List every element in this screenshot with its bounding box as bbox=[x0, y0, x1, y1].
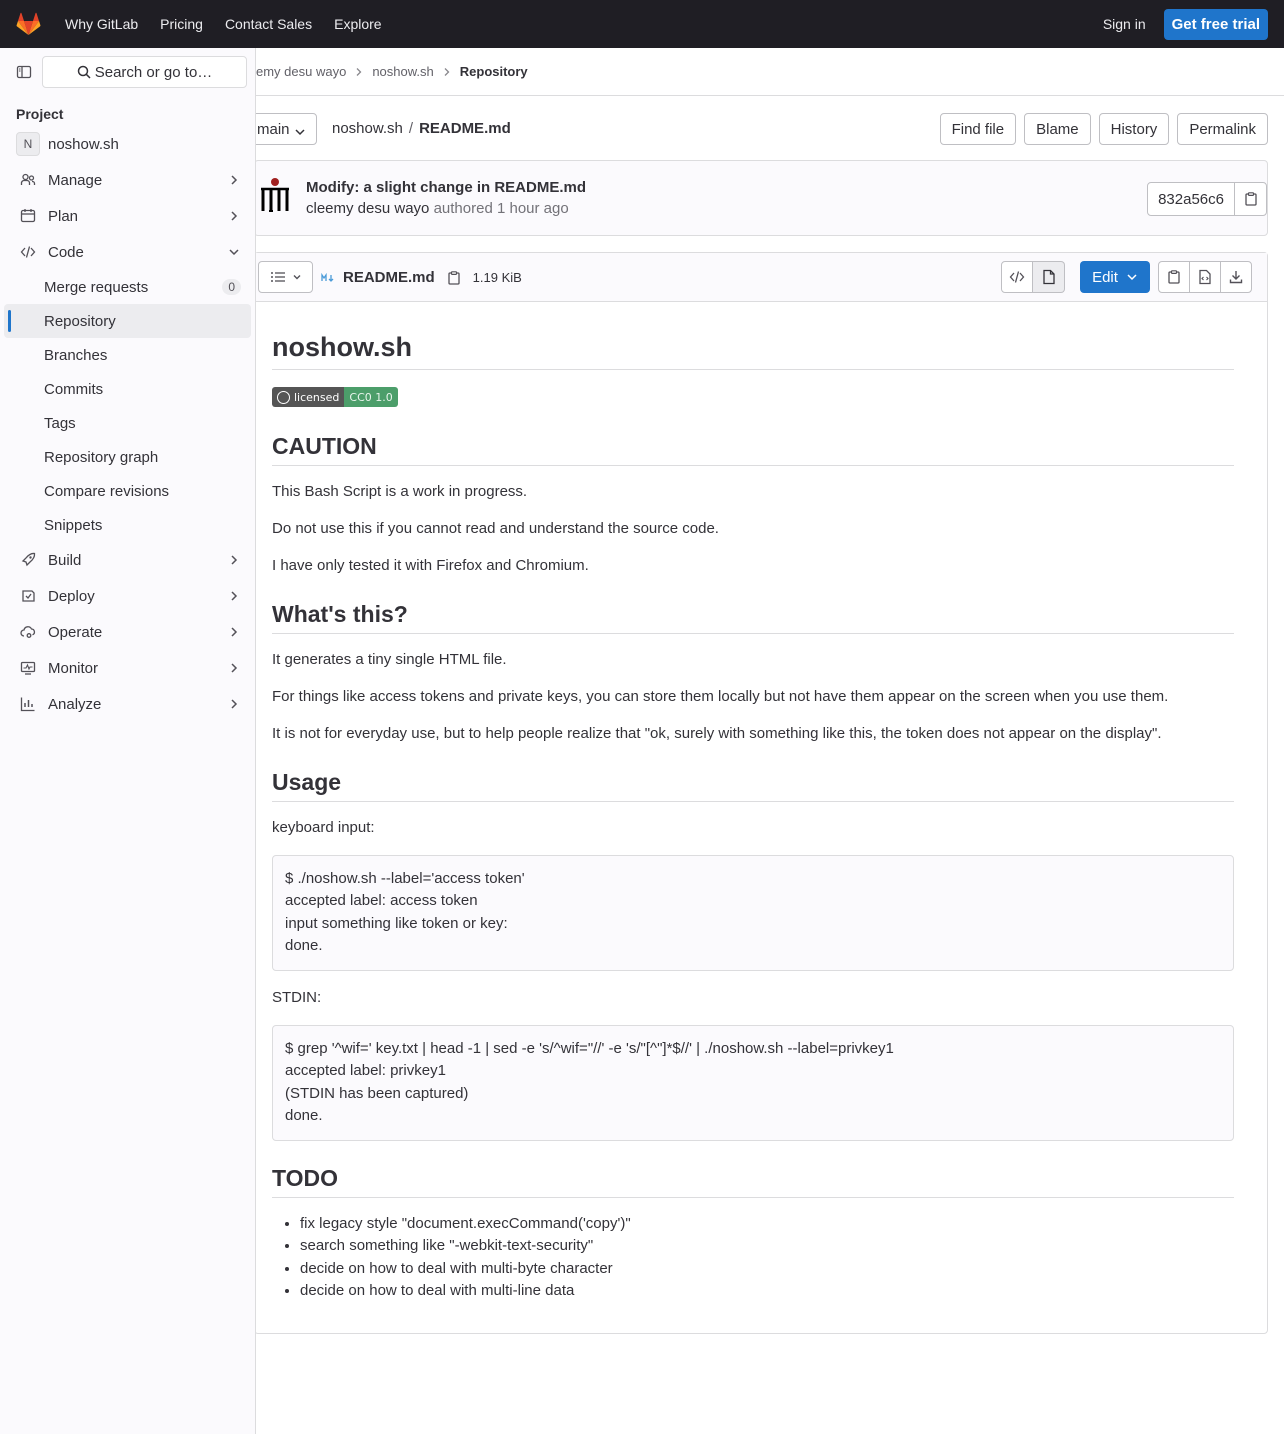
todo-list bbox=[272, 1213, 1234, 1303]
breadcrumb-repository[interactable]: Repository bbox=[459, 64, 528, 79]
commit-message[interactable]: Modify: a slight change in README.md bbox=[306, 179, 587, 196]
rocket-icon bbox=[20, 552, 36, 568]
breadcrumb-owner[interactable]: emy desu wayo bbox=[256, 64, 347, 79]
whats-paragraph: For things like access tokens and private keys, you can store them locally but not have them appear on the screen when you use them. bbox=[272, 687, 1169, 705]
copy-icon bbox=[1244, 192, 1258, 206]
cc-zero-icon bbox=[277, 391, 290, 404]
view-rendered-button[interactable] bbox=[1033, 261, 1065, 293]
file-size: 1.19 KiB bbox=[472, 270, 522, 285]
caution-paragraph: Do not use this if you cannot read and understand the source code. bbox=[272, 519, 719, 537]
sidebar-item-tags[interactable] bbox=[4, 406, 251, 440]
badge-left: licensed bbox=[294, 390, 340, 404]
download-icon bbox=[1229, 270, 1243, 284]
permalink-button[interactable]: Permalink bbox=[1177, 113, 1268, 145]
code-icon bbox=[20, 244, 36, 260]
list-item: • decide on how to deal with multi-byte character bbox=[300, 1258, 1234, 1281]
path-file-name: README.md bbox=[419, 120, 511, 137]
breadcrumb bbox=[256, 48, 1284, 96]
document-icon bbox=[1042, 269, 1056, 285]
sidebar-label-manage: Manage bbox=[48, 171, 103, 189]
sidebar bbox=[0, 48, 256, 1434]
chevron-down-icon bbox=[292, 272, 302, 282]
sidebar-label-operate: Operate bbox=[48, 623, 103, 641]
heading-whats-this: What's this? bbox=[272, 601, 1234, 634]
chevron-right-icon bbox=[442, 67, 452, 77]
sidebar-item-analyze[interactable] bbox=[4, 686, 251, 722]
sidebar-item-monitor[interactable] bbox=[4, 650, 251, 686]
author-avatar[interactable] bbox=[259, 177, 291, 213]
file-header bbox=[256, 253, 1267, 302]
file-path bbox=[332, 120, 511, 137]
badge-right: CC0 1.0 bbox=[344, 387, 397, 407]
code-block-keyboard: $ ./noshow.sh --label='access token' accepted label: access token input something like token or key: done. bbox=[272, 855, 1234, 971]
heading-usage: Usage bbox=[272, 769, 1234, 802]
sidebar-label-deploy: Deploy bbox=[48, 587, 95, 605]
sidebar-label-plan: Plan bbox=[48, 207, 79, 225]
sidebar-label-code: Code bbox=[48, 243, 84, 261]
list-bulleted-icon bbox=[270, 270, 286, 284]
caution-paragraph: I have only tested it with Firefox and Chromium. bbox=[272, 556, 589, 574]
file-toolbar bbox=[256, 112, 1284, 146]
branch-selector[interactable] bbox=[256, 113, 317, 145]
sidebar-item-merge-requests[interactable] bbox=[4, 270, 251, 304]
sidebar-label-repository: Repository bbox=[44, 312, 116, 330]
sidebar-item-plan[interactable] bbox=[4, 198, 251, 234]
sidebar-item-repository[interactable] bbox=[4, 304, 251, 338]
sidebar-item-deploy[interactable] bbox=[4, 578, 251, 614]
chevron-down-icon bbox=[1126, 271, 1138, 283]
sidebar-item-code[interactable] bbox=[4, 234, 251, 270]
chevron-right-icon bbox=[227, 697, 241, 711]
find-file-button[interactable]: Find file bbox=[940, 113, 1017, 145]
copy-contents-button[interactable] bbox=[1158, 261, 1190, 293]
open-raw-button[interactable] bbox=[1189, 261, 1221, 293]
sidebar-section-project: Project bbox=[16, 106, 64, 122]
search-button[interactable] bbox=[42, 56, 247, 88]
nav-pricing[interactable]: Pricing bbox=[160, 16, 203, 32]
chevron-right-icon bbox=[354, 67, 364, 77]
view-source-button[interactable] bbox=[1001, 261, 1033, 293]
edit-dropdown-button[interactable] bbox=[1080, 261, 1150, 293]
free-trial-button[interactable]: Get free trial bbox=[1164, 9, 1268, 40]
code-block-stdin: $ grep '^wif=' key.txt | head -1 | sed -e 's/^wif="//' -e 's/"[^"]*$//' | ./noshow.sh --label=privkey1 accepted label: privkey1 (STDIN has been captured) done. bbox=[272, 1025, 1234, 1141]
rendered-readme bbox=[272, 302, 1234, 1303]
list-item: • decide on how to deal with multi-line data bbox=[300, 1280, 1234, 1303]
project-name: noshow.sh bbox=[48, 135, 119, 153]
whats-paragraph: It is not for everyday use, but to help people realize that "ok, surely with something like this, the token does not appear on the display". bbox=[272, 724, 1162, 742]
sidebar-label-analyze: Analyze bbox=[48, 695, 102, 713]
last-commit-panel bbox=[256, 160, 1268, 236]
nav-why-gitlab[interactable]: Why GitLab bbox=[65, 16, 139, 32]
chart-icon bbox=[20, 696, 36, 712]
chevron-down-icon bbox=[294, 126, 306, 138]
edit-label: Edit bbox=[1092, 268, 1118, 286]
sidebar-item-operate[interactable] bbox=[4, 614, 251, 650]
sidebar-item-repository-graph[interactable] bbox=[4, 440, 251, 474]
commit-sha[interactable]: 832a56c6 bbox=[1147, 182, 1235, 216]
main-content bbox=[256, 48, 1284, 1434]
history-button[interactable]: History bbox=[1099, 113, 1170, 145]
chevron-right-icon bbox=[227, 173, 241, 187]
top-navbar bbox=[0, 0, 1284, 48]
sidebar-project-link[interactable] bbox=[4, 126, 251, 162]
sidebar-label-tags: Tags bbox=[44, 414, 76, 432]
commit-author[interactable]: cleemy desu wayo bbox=[306, 200, 430, 217]
chevron-right-icon bbox=[227, 209, 241, 223]
breadcrumb-project[interactable]: noshow.sh bbox=[372, 64, 434, 79]
nav-explore[interactable]: Explore bbox=[334, 16, 382, 32]
caution-paragraph: This Bash Script is a work in progress. bbox=[272, 482, 528, 500]
sidebar-toggle-icon[interactable] bbox=[12, 60, 36, 84]
stdin-label: STDIN: bbox=[272, 988, 322, 1006]
search-icon bbox=[77, 65, 91, 79]
list-item: • fix legacy style "document.execCommand('copy')" bbox=[300, 1213, 1234, 1236]
file-viewer bbox=[256, 252, 1268, 1334]
sidebar-item-commits[interactable] bbox=[4, 372, 251, 406]
file-name[interactable]: README.md bbox=[343, 269, 435, 286]
chevron-right-icon bbox=[227, 589, 241, 603]
sidebar-item-build[interactable] bbox=[4, 542, 251, 578]
sidebar-item-compare-revisions[interactable] bbox=[4, 474, 251, 508]
sidebar-item-manage[interactable] bbox=[4, 162, 251, 198]
merge-request-count-badge: 0 bbox=[222, 279, 241, 295]
gitlab-logo-icon[interactable] bbox=[0, 0, 56, 48]
download-button[interactable] bbox=[1220, 261, 1252, 293]
copy-sha-button[interactable] bbox=[1234, 182, 1267, 216]
sidebar-label-merge-requests: Merge requests bbox=[44, 278, 149, 296]
chevron-down-icon bbox=[227, 245, 241, 259]
heading-todo: TODO bbox=[272, 1165, 1234, 1198]
blame-button[interactable]: Blame bbox=[1024, 113, 1091, 145]
sidebar-item-snippets[interactable] bbox=[4, 508, 251, 542]
sidebar-label-build: Build bbox=[48, 551, 82, 569]
planning-icon bbox=[20, 208, 36, 224]
sidebar-label-branches: Branches bbox=[44, 346, 108, 364]
copy-icon bbox=[1167, 270, 1181, 284]
chevron-right-icon bbox=[227, 661, 241, 675]
users-icon bbox=[20, 172, 36, 188]
commit-authored-label: authored bbox=[433, 200, 493, 217]
deploy-icon bbox=[20, 588, 36, 604]
project-avatar: N bbox=[16, 132, 40, 156]
license-badge[interactable] bbox=[272, 387, 398, 407]
table-of-contents-button[interactable] bbox=[258, 261, 313, 293]
sidebar-label-monitor: Monitor bbox=[48, 659, 99, 677]
code-icon bbox=[1009, 269, 1025, 285]
nav-contact-sales[interactable]: Contact Sales bbox=[224, 16, 313, 32]
markdown-icon bbox=[321, 273, 335, 283]
readme-title: noshow.sh bbox=[272, 332, 1234, 370]
sidebar-label-compare-revisions: Compare revisions bbox=[44, 482, 170, 500]
sidebar-item-branches[interactable] bbox=[4, 338, 251, 372]
heading-caution: CAUTION bbox=[272, 433, 1234, 466]
sidebar-label-snippets: Snippets bbox=[44, 516, 103, 534]
chevron-right-icon bbox=[227, 625, 241, 639]
cloud-gear-icon bbox=[20, 624, 36, 640]
list-item: • search something like "-webkit-text-security" bbox=[300, 1235, 1234, 1258]
keyboard-input-label: keyboard input: bbox=[272, 818, 375, 836]
sidebar-label-commits: Commits bbox=[44, 380, 104, 398]
whats-paragraph: It generates a tiny single HTML file. bbox=[272, 650, 507, 668]
path-separator: / bbox=[408, 120, 414, 137]
doc-code-icon bbox=[1198, 269, 1212, 285]
chevron-right-icon bbox=[227, 553, 241, 567]
branch-name: main bbox=[257, 120, 290, 138]
sign-in-link[interactable]: Sign in bbox=[1102, 16, 1146, 32]
commit-time: 1 hour ago bbox=[496, 200, 569, 217]
monitor-icon bbox=[20, 660, 36, 676]
sidebar-label-repository-graph: Repository graph bbox=[44, 448, 159, 466]
path-project-link[interactable]: noshow.sh bbox=[332, 120, 403, 137]
search-label: Search or go to… bbox=[94, 63, 213, 81]
copy-icon[interactable] bbox=[447, 271, 461, 285]
